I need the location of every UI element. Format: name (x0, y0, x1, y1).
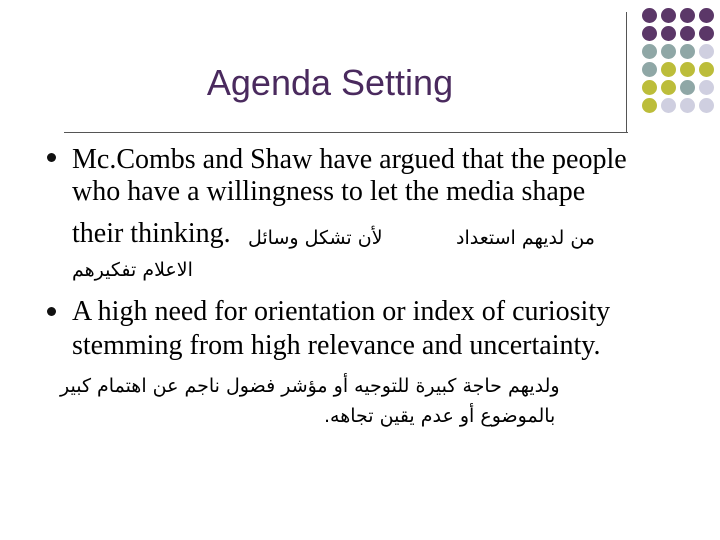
decorative-dot (699, 26, 714, 41)
decorative-dot (699, 80, 714, 95)
decorative-dot (661, 44, 676, 59)
bullet-1-line-3-en: their thinking. (72, 218, 231, 249)
slide-title: Agenda Setting (206, 62, 454, 103)
bullet-1-line-3-ar-a: لأن تشكل وسائل (248, 227, 383, 249)
decorative-dot (642, 26, 657, 41)
vertical-divider (626, 12, 627, 132)
bullet-1-line-1: Mc.Combs and Shaw have argued that the people (72, 144, 627, 175)
bullet-2-line-3-ar: ولديهم حاجة كبيرة للتوجيه أو مؤشر فضول ناجم عن اهتمام كبير (60, 375, 560, 397)
decorative-dot (699, 62, 714, 77)
decorative-dot (661, 26, 676, 41)
decorative-dot (661, 8, 676, 23)
decorative-dot (680, 8, 695, 23)
decorative-dot (680, 44, 695, 59)
bullet-1-line-4-ar: الاعلام تفكيرهم (72, 259, 193, 281)
decorative-dot (661, 80, 676, 95)
decorative-dot (699, 8, 714, 23)
decorative-dot (699, 44, 714, 59)
decorative-dot (661, 98, 676, 113)
decorative-dot (680, 80, 695, 95)
decorative-dot (642, 98, 657, 113)
decorative-dot (642, 62, 657, 77)
decorative-dot (699, 98, 714, 113)
horizontal-divider (64, 132, 628, 133)
decorative-dot (680, 26, 695, 41)
decorative-dot (642, 44, 657, 59)
bullet-1-line-3-ar-b: من لديهم استعداد (456, 227, 595, 249)
bullet-2-line-2: stemming from high relevance and uncertainty. (72, 330, 601, 361)
bullet-1-marker (47, 153, 56, 162)
decorative-dot-grid (640, 8, 720, 118)
decorative-dot (680, 62, 695, 77)
bullet-2-marker (47, 307, 56, 316)
bullet-2-line-4-ar: بالموضوع أو عدم يقين تجاهه. (324, 405, 556, 427)
bullet-2-line-1: A high need for orientation or index of curiosity (72, 296, 611, 327)
decorative-dot (680, 98, 695, 113)
bullet-1-line-2: who have a willingness to let the media shape (72, 176, 586, 207)
decorative-dot (661, 62, 676, 77)
decorative-dot (642, 80, 657, 95)
decorative-dot (642, 8, 657, 23)
